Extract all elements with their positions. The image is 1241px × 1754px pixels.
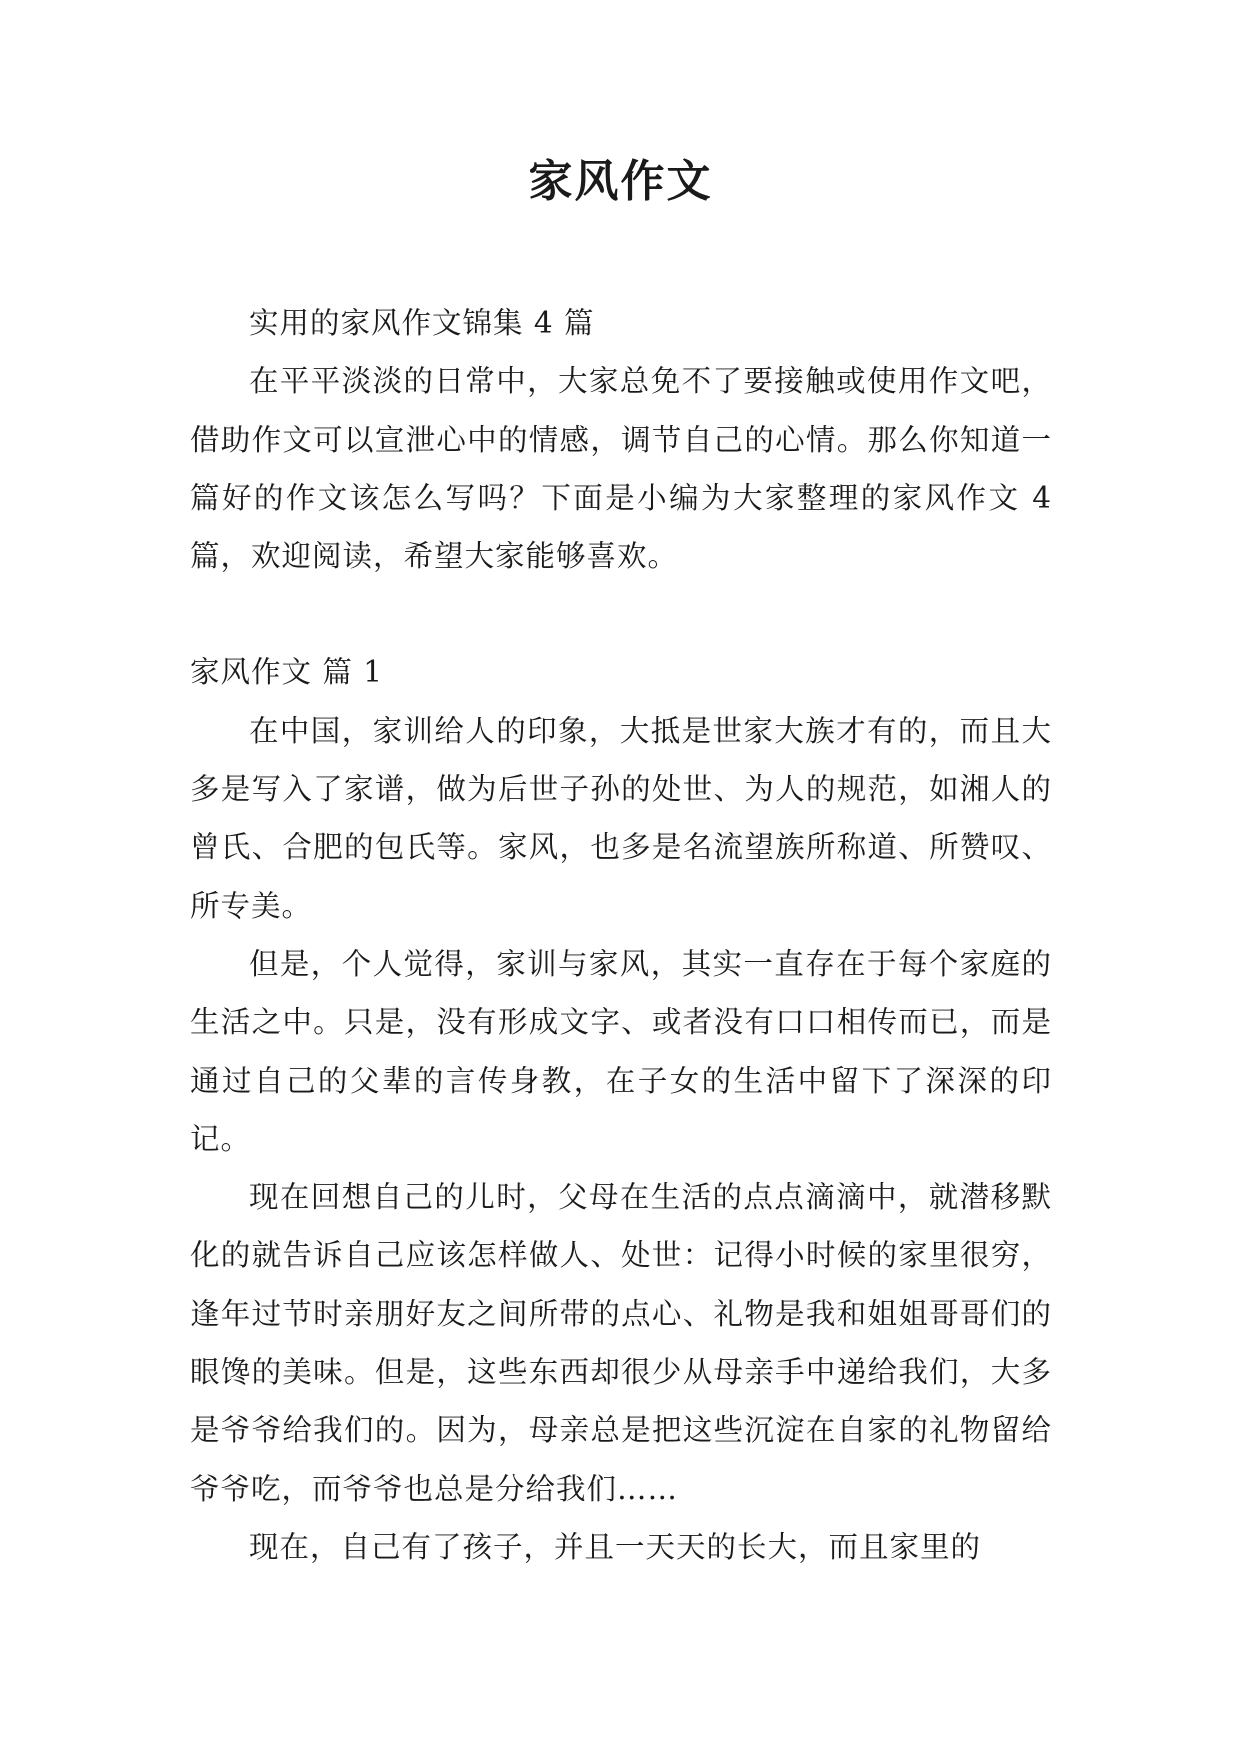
section-heading: 家风作文 篇 1 [190,655,384,690]
body-paragraph-2: 但是，个人觉得，家训与家风，其实一直存在于每个家庭的生活之中。只是，没有形成文字、或者没有口口相传而已，而是通过自己的父辈的言传身教，在子女的生活中留下了深深的印记。 [190,946,1052,1156]
intro-paragraph: 在平平淡淡的日常中，大家总免不了要接触或使用作文吧，借助作文可以宣泄心中的情感，调节自己的心情。那么你知道一篇好的作文该怎么写吗？下面是小编为大家整理的家风作文 4 篇，欢迎阅读，希望大家能够喜欢。 [190,364,1052,574]
body-paragraph-3: 现在回想自己的儿时，父母在生活的点点滴滴中，就潜移默化的就告诉自己应该怎样做人、处世：记得小时候的家里很穷，逢年过节时亲朋好友之间所带的点心、礼物是我和姐姐哥哥们的眼馋的美味。但是，这些东西却很少从母亲手中递给我们，大多是爷爷给我们的。因为，母亲总是把这些沉淀在自家的礼物留给爷爷吃，而爷爷也总是分给我们…… [190,1180,1052,1506]
document-title: 家风作文 [528,156,713,207]
body-paragraph-4: 现在，自己有了孩子，并且一天天的长大，而且家里的 [249,1529,982,1564]
intro-heading: 实用的家风作文锦集 4 篇 [249,306,595,340]
document-body [190,294,1052,1576]
body-paragraph-1: 在中国，家训给人的印象，大抵是世家大族才有的，而且大多是写入了家谱，做为后世子孙的处世、为人的规范，如湘人的曾氏、合肥的包氏等。家风，也多是名流望族所称道、所赞叹、所专美。 [190,713,1052,923]
